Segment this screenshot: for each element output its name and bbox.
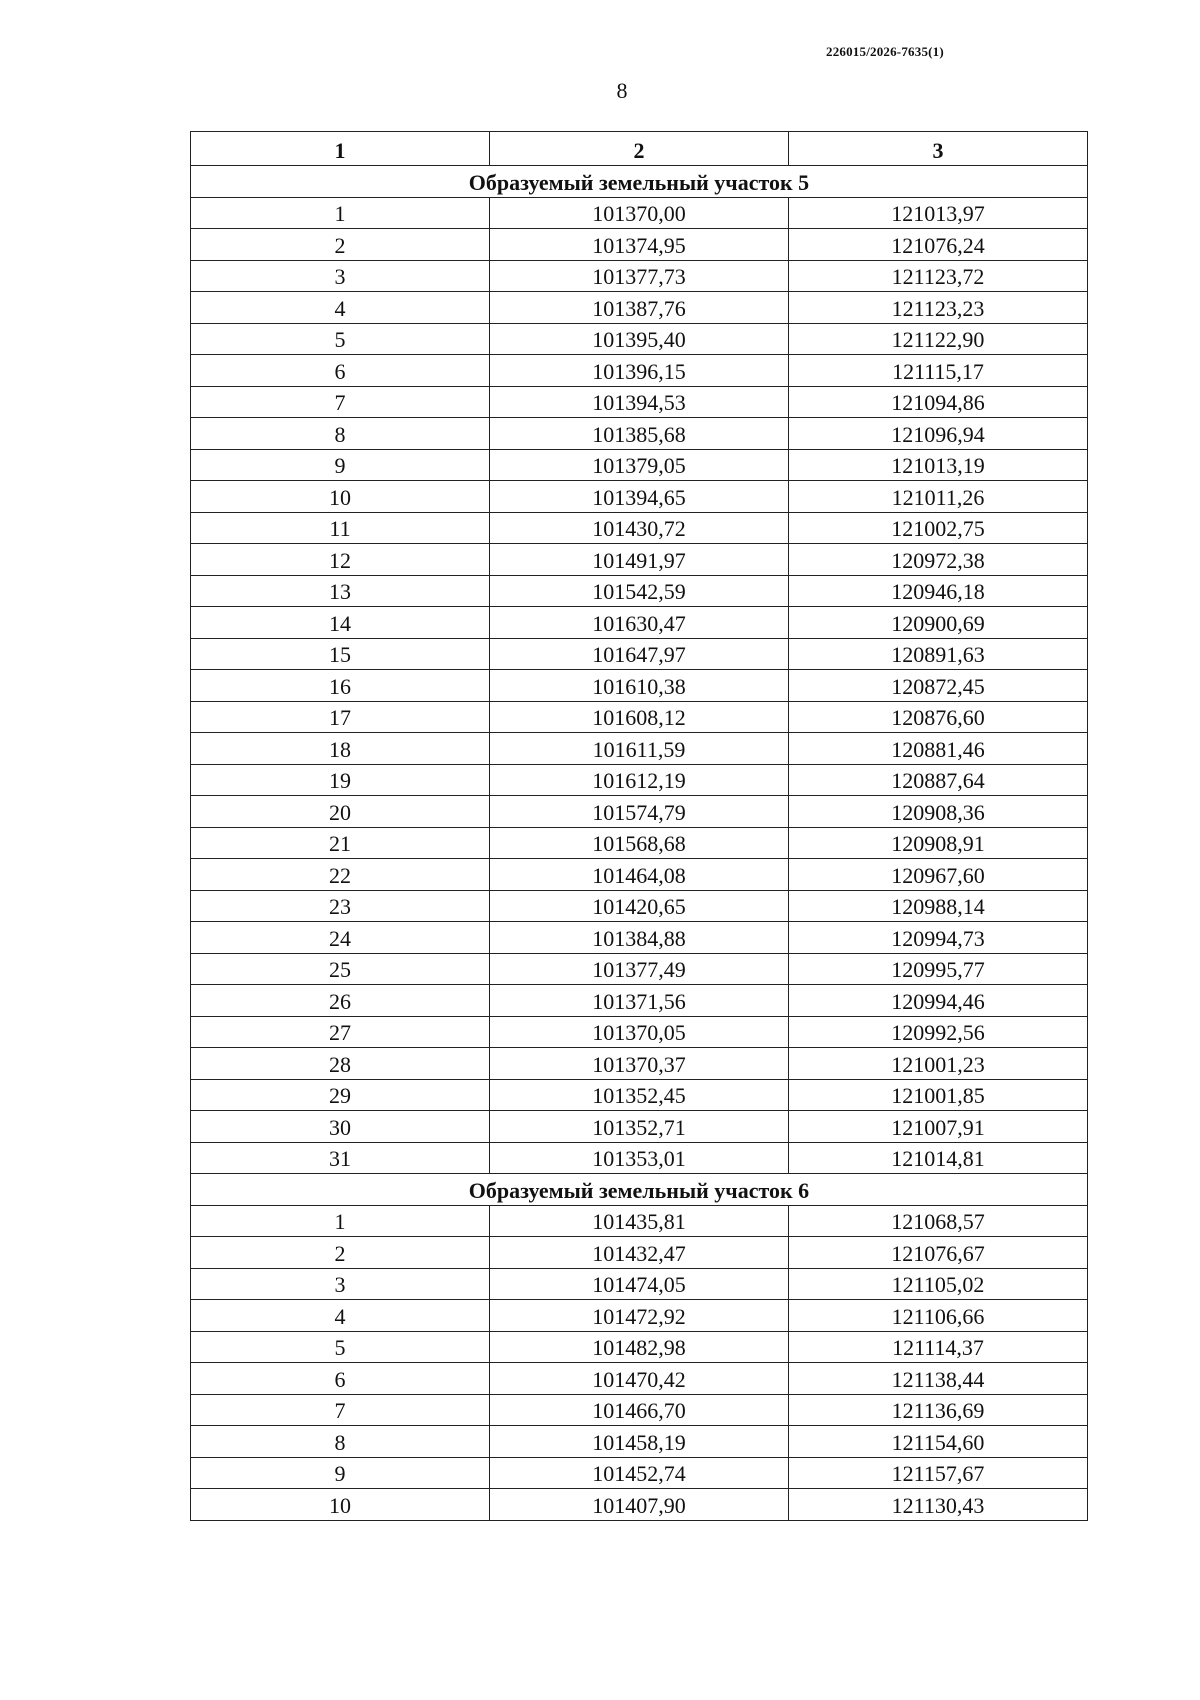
coordinate-y-cell: 121007,91 — [789, 1111, 1088, 1143]
coordinate-y-cell: 121154,60 — [789, 1426, 1088, 1458]
point-number-cell: 23 — [191, 890, 490, 922]
coordinate-x-cell: 101430,72 — [490, 512, 789, 544]
coordinate-y-cell: 121130,43 — [789, 1489, 1088, 1521]
point-number-cell: 15 — [191, 638, 490, 670]
table-row — [191, 607, 1088, 639]
coordinate-x-cell: 101491,97 — [490, 544, 789, 576]
coordinate-y-cell: 121114,37 — [789, 1331, 1088, 1363]
coordinate-y-cell: 120908,36 — [789, 796, 1088, 828]
point-number-cell: 3 — [191, 1268, 490, 1300]
column-header: 3 — [789, 132, 1088, 166]
point-number-cell: 7 — [191, 1394, 490, 1426]
point-number-cell: 10 — [191, 1489, 490, 1521]
section-title: Образуемый земельный участок 5 — [191, 166, 1088, 198]
coordinate-y-cell: 121105,02 — [789, 1268, 1088, 1300]
coordinate-x-cell: 101472,92 — [490, 1300, 789, 1332]
point-number-cell: 19 — [191, 764, 490, 796]
table-row — [191, 1205, 1088, 1237]
table-row — [191, 1111, 1088, 1143]
coordinate-y-cell: 120881,46 — [789, 733, 1088, 765]
point-number-cell: 29 — [191, 1079, 490, 1111]
coordinate-y-cell: 121013,19 — [789, 449, 1088, 481]
point-number-cell: 31 — [191, 1142, 490, 1174]
table-row — [191, 1331, 1088, 1363]
point-number-cell: 27 — [191, 1016, 490, 1048]
section-row — [191, 166, 1088, 198]
coordinate-x-cell: 101542,59 — [490, 575, 789, 607]
coordinate-x-cell: 101432,47 — [490, 1237, 789, 1269]
point-number-cell: 26 — [191, 985, 490, 1017]
point-number-cell: 10 — [191, 481, 490, 513]
coordinate-y-cell: 121076,67 — [789, 1237, 1088, 1269]
point-number-cell: 24 — [191, 922, 490, 954]
coordinate-x-cell: 101352,71 — [490, 1111, 789, 1143]
coordinate-y-cell: 121136,69 — [789, 1394, 1088, 1426]
table-row — [191, 1079, 1088, 1111]
coordinate-x-cell: 101452,74 — [490, 1457, 789, 1489]
coordinate-x-cell: 101370,37 — [490, 1048, 789, 1080]
coordinate-y-cell: 121001,85 — [789, 1079, 1088, 1111]
point-number-cell: 6 — [191, 1363, 490, 1395]
coordinate-x-cell: 101395,40 — [490, 323, 789, 355]
coordinate-x-cell: 101370,05 — [490, 1016, 789, 1048]
table-row — [191, 1016, 1088, 1048]
coordinate-x-cell: 101374,95 — [490, 229, 789, 261]
coordinate-x-cell: 101458,19 — [490, 1426, 789, 1458]
coordinate-y-cell: 121138,44 — [789, 1363, 1088, 1395]
coordinate-x-cell: 101370,00 — [490, 197, 789, 229]
coordinate-y-cell: 121157,67 — [789, 1457, 1088, 1489]
coordinate-y-cell: 120972,38 — [789, 544, 1088, 576]
coordinate-x-cell: 101371,56 — [490, 985, 789, 1017]
coordinate-x-cell: 101574,79 — [490, 796, 789, 828]
coordinate-x-cell: 101474,05 — [490, 1268, 789, 1300]
table-row — [191, 1426, 1088, 1458]
coordinate-y-cell: 121076,24 — [789, 229, 1088, 261]
table-row — [191, 953, 1088, 985]
table-row — [191, 292, 1088, 324]
table-row — [191, 544, 1088, 576]
coordinate-y-cell: 121002,75 — [789, 512, 1088, 544]
coordinate-y-cell: 120992,56 — [789, 1016, 1088, 1048]
coordinate-y-cell: 121068,57 — [789, 1205, 1088, 1237]
point-number-cell: 8 — [191, 418, 490, 450]
coordinate-x-cell: 101377,73 — [490, 260, 789, 292]
point-number-cell: 5 — [191, 323, 490, 355]
table-row — [191, 796, 1088, 828]
point-number-cell: 2 — [191, 229, 490, 261]
point-number-cell: 8 — [191, 1426, 490, 1458]
point-number-cell: 12 — [191, 544, 490, 576]
table-row — [191, 670, 1088, 702]
table-row — [191, 985, 1088, 1017]
document-number: 226015/2026-7635(1) — [826, 44, 944, 59]
coordinate-x-cell: 101387,76 — [490, 292, 789, 324]
table-row — [191, 260, 1088, 292]
table-row — [191, 922, 1088, 954]
point-number-cell: 13 — [191, 575, 490, 607]
table-row — [191, 890, 1088, 922]
coordinate-y-cell: 120967,60 — [789, 859, 1088, 891]
table-row — [191, 701, 1088, 733]
point-number-cell: 22 — [191, 859, 490, 891]
coordinate-y-cell: 121123,72 — [789, 260, 1088, 292]
coordinate-y-cell: 120900,69 — [789, 607, 1088, 639]
coordinate-y-cell: 121014,81 — [789, 1142, 1088, 1174]
table-header — [191, 132, 1088, 166]
coordinate-x-cell: 101385,68 — [490, 418, 789, 450]
point-number-cell: 25 — [191, 953, 490, 985]
table-row — [191, 481, 1088, 513]
point-number-cell: 11 — [191, 512, 490, 544]
table-row — [191, 827, 1088, 859]
coordinate-y-cell: 120908,91 — [789, 827, 1088, 859]
coordinate-x-cell: 101470,42 — [490, 1363, 789, 1395]
point-number-cell: 17 — [191, 701, 490, 733]
point-number-cell: 14 — [191, 607, 490, 639]
coordinate-y-cell: 120876,60 — [789, 701, 1088, 733]
table-row — [191, 1457, 1088, 1489]
column-header: 1 — [191, 132, 490, 166]
table-row — [191, 449, 1088, 481]
coordinate-x-cell: 101482,98 — [490, 1331, 789, 1363]
point-number-cell: 30 — [191, 1111, 490, 1143]
coordinate-x-cell: 101435,81 — [490, 1205, 789, 1237]
coordinate-y-cell: 120887,64 — [789, 764, 1088, 796]
coordinate-x-cell: 101568,68 — [490, 827, 789, 859]
point-number-cell: 4 — [191, 1300, 490, 1332]
coordinate-y-cell: 120872,45 — [789, 670, 1088, 702]
coordinate-y-cell: 120891,63 — [789, 638, 1088, 670]
table-row — [191, 1268, 1088, 1300]
coordinate-y-cell: 121106,66 — [789, 1300, 1088, 1332]
coordinate-x-cell: 101647,97 — [490, 638, 789, 670]
point-number-cell: 16 — [191, 670, 490, 702]
table-row — [191, 355, 1088, 387]
table-row — [191, 764, 1088, 796]
table-row — [191, 512, 1088, 544]
section-row — [191, 1174, 1088, 1206]
coordinate-y-cell: 121115,17 — [789, 355, 1088, 387]
table-row — [191, 1363, 1088, 1395]
coordinate-x-cell: 101394,53 — [490, 386, 789, 418]
coordinate-x-cell: 101466,70 — [490, 1394, 789, 1426]
coordinate-y-cell: 120995,77 — [789, 953, 1088, 985]
table-row — [191, 859, 1088, 891]
point-number-cell: 1 — [191, 197, 490, 229]
coordinate-y-cell: 120946,18 — [789, 575, 1088, 607]
point-number-cell: 3 — [191, 260, 490, 292]
coordinate-x-cell: 101610,38 — [490, 670, 789, 702]
coordinate-y-cell: 121122,90 — [789, 323, 1088, 355]
table-row — [191, 1048, 1088, 1080]
coordinate-x-cell: 101396,15 — [490, 355, 789, 387]
coordinate-x-cell: 101630,47 — [490, 607, 789, 639]
point-number-cell: 4 — [191, 292, 490, 324]
table-row — [191, 197, 1088, 229]
coordinate-x-cell: 101407,90 — [490, 1489, 789, 1521]
point-number-cell: 5 — [191, 1331, 490, 1363]
coordinate-x-cell: 101379,05 — [490, 449, 789, 481]
section-title: Образуемый земельный участок 6 — [191, 1174, 1088, 1206]
point-number-cell: 9 — [191, 1457, 490, 1489]
point-number-cell: 18 — [191, 733, 490, 765]
coordinate-y-cell: 120988,14 — [789, 890, 1088, 922]
table-row — [191, 575, 1088, 607]
header-row — [191, 132, 1088, 166]
coordinate-y-cell: 120994,46 — [789, 985, 1088, 1017]
coordinate-x-cell: 101612,19 — [490, 764, 789, 796]
coordinate-y-cell: 121094,86 — [789, 386, 1088, 418]
table-row — [191, 229, 1088, 261]
coordinate-x-cell: 101352,45 — [490, 1079, 789, 1111]
coordinate-y-cell: 121011,26 — [789, 481, 1088, 513]
point-number-cell: 21 — [191, 827, 490, 859]
coordinate-x-cell: 101394,65 — [490, 481, 789, 513]
coordinate-x-cell: 101420,65 — [490, 890, 789, 922]
table-row — [191, 323, 1088, 355]
coordinate-y-cell: 121013,97 — [789, 197, 1088, 229]
coordinate-y-cell: 121096,94 — [789, 418, 1088, 450]
table-row — [191, 1142, 1088, 1174]
coordinate-x-cell: 101377,49 — [490, 953, 789, 985]
point-number-cell: 6 — [191, 355, 490, 387]
point-number-cell: 28 — [191, 1048, 490, 1080]
table-row — [191, 1489, 1088, 1521]
table-body — [191, 166, 1088, 1521]
point-number-cell: 2 — [191, 1237, 490, 1269]
coordinates-table — [190, 131, 1088, 1521]
table-row — [191, 418, 1088, 450]
point-number-cell: 9 — [191, 449, 490, 481]
point-number-cell: 20 — [191, 796, 490, 828]
coordinate-y-cell: 121123,23 — [789, 292, 1088, 324]
table-row — [191, 638, 1088, 670]
page-number: 8 — [616, 78, 628, 103]
coordinate-y-cell: 120994,73 — [789, 922, 1088, 954]
column-header: 2 — [490, 132, 789, 166]
point-number-cell: 1 — [191, 1205, 490, 1237]
coordinate-x-cell: 101353,01 — [490, 1142, 789, 1174]
table-row — [191, 1300, 1088, 1332]
coordinate-x-cell: 101611,59 — [490, 733, 789, 765]
table-row — [191, 1394, 1088, 1426]
coordinate-y-cell: 121001,23 — [789, 1048, 1088, 1080]
point-number-cell: 7 — [191, 386, 490, 418]
coordinate-x-cell: 101464,08 — [490, 859, 789, 891]
table-row — [191, 733, 1088, 765]
table-row — [191, 1237, 1088, 1269]
coordinate-x-cell: 101608,12 — [490, 701, 789, 733]
coordinate-x-cell: 101384,88 — [490, 922, 789, 954]
table-row — [191, 386, 1088, 418]
